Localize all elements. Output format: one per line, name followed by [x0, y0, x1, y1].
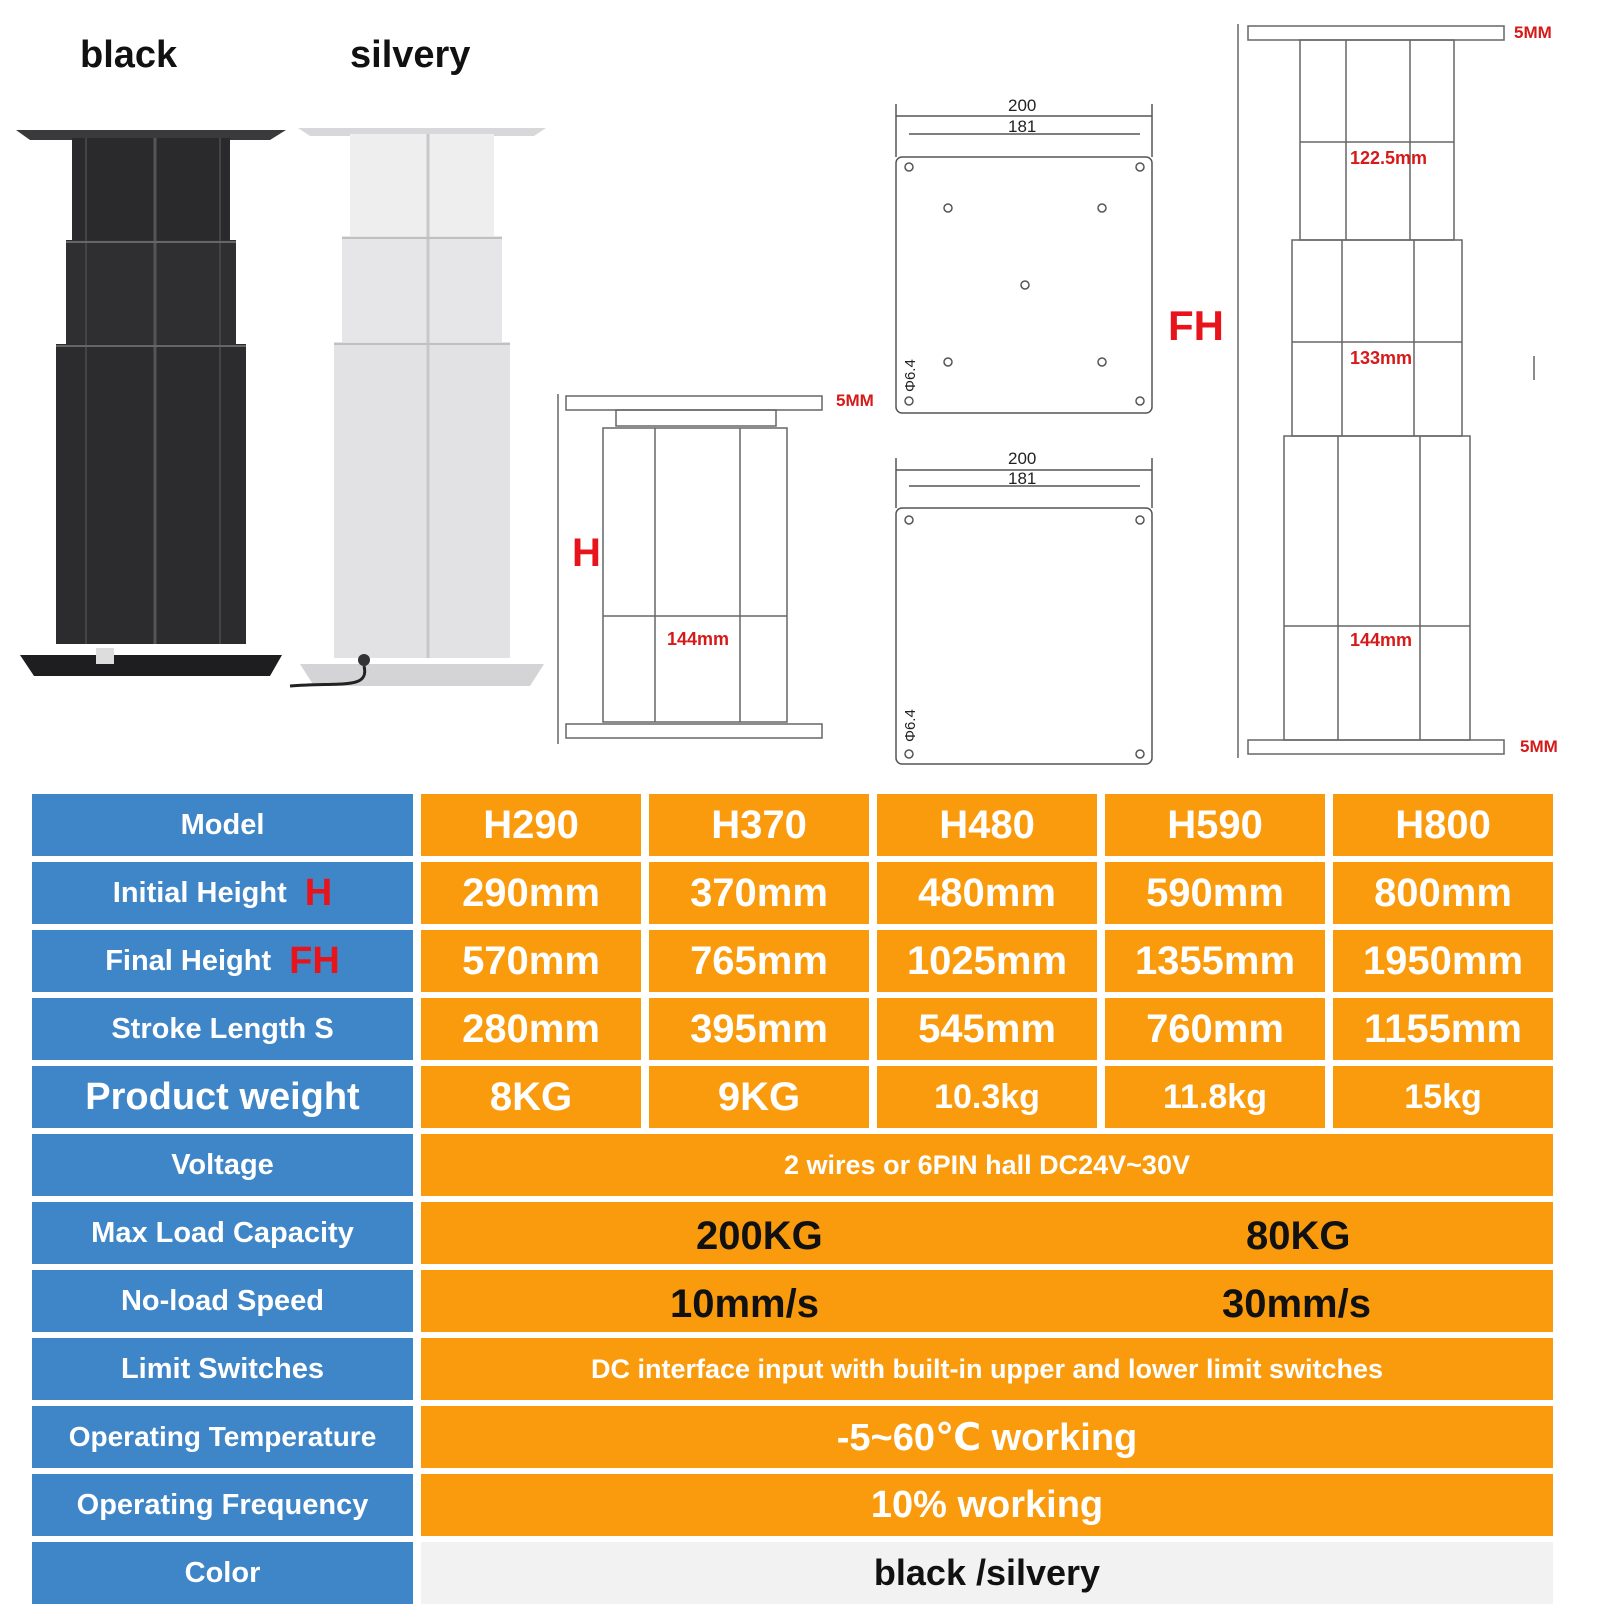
cell: H590 — [1105, 794, 1325, 856]
row-header — [32, 794, 413, 856]
cell: 1155mm — [1333, 998, 1553, 1060]
row-header: Stroke Length S — [32, 998, 413, 1060]
cell: 765mm — [649, 930, 869, 992]
cell: 370mm — [649, 862, 869, 924]
fh-marker: FH — [1168, 302, 1224, 349]
cell: 11.8kg — [1105, 1066, 1325, 1128]
cell: 590mm — [1105, 862, 1325, 924]
bottom-plate-width: 200 — [1008, 449, 1037, 468]
cell: 280mm — [421, 998, 641, 1060]
voltage-value: 2 wires or 6PIN hall DC24V~30V — [421, 1134, 1553, 1196]
row-no-load-speed — [32, 1270, 1562, 1332]
color-value: black /silvery — [421, 1542, 1553, 1604]
row-stroke-length — [32, 998, 1562, 1060]
tall-top-thickness: 5MM — [1514, 23, 1552, 42]
cell: 9KG — [649, 1066, 869, 1128]
final-height-header: Final Height — [105, 944, 272, 977]
row-header: Operating Frequency — [32, 1474, 413, 1536]
speed-high: 30mm/s — [1222, 1282, 1371, 1326]
black-column-image — [16, 130, 286, 676]
row-header: Color — [32, 1542, 413, 1604]
label-silvery: silvery — [350, 34, 471, 76]
row-voltage — [32, 1134, 1562, 1196]
cell: H290 — [421, 794, 641, 856]
cell: H800 — [1333, 794, 1553, 856]
cell: 760mm — [1105, 998, 1325, 1060]
freq-value: 10% working — [421, 1474, 1553, 1536]
h-marker: H — [572, 531, 601, 575]
h-tag: H — [304, 871, 333, 914]
product-drawings — [0, 0, 1600, 790]
label-black: black — [80, 34, 178, 76]
row-operating-temperature — [32, 1406, 1562, 1468]
model-header: Model — [180, 808, 265, 841]
top-plate-hole: Φ6.4 — [902, 359, 919, 392]
row-header: Limit Switches — [32, 1338, 413, 1400]
tall-width-bottom: 144mm — [1350, 630, 1413, 650]
cell: H480 — [877, 794, 1097, 856]
temp-value: -5~60℃ working — [421, 1406, 1553, 1468]
top-plate-inner: 181 — [1008, 117, 1037, 136]
bottom-plate-drawing — [896, 458, 1152, 764]
cell: 570mm — [421, 930, 641, 992]
row-final-height — [32, 930, 1562, 992]
limit-value: DC interface input with built-in upper and lower limit switches — [421, 1338, 1553, 1400]
cell: 1025mm — [877, 930, 1097, 992]
cell: 1950mm — [1333, 930, 1553, 992]
cell: 480mm — [877, 862, 1097, 924]
speed-low: 10mm/s — [670, 1282, 819, 1326]
row-header: Product weight — [32, 1066, 413, 1128]
cell: 545mm — [877, 998, 1097, 1060]
silver-column-image — [290, 128, 546, 686]
row-header — [32, 862, 413, 924]
max-load-low: 200KG — [696, 1214, 823, 1258]
row-operating-frequency — [32, 1474, 1562, 1536]
row-header — [32, 930, 413, 992]
row-initial-height — [32, 862, 1562, 924]
max-load-high: 80KG — [1246, 1214, 1351, 1258]
tall-width-mid: 133mm — [1350, 348, 1413, 368]
tall-width-top: 122.5mm — [1350, 148, 1428, 168]
cell: 1355mm — [1105, 930, 1325, 992]
row-max-load — [32, 1202, 1562, 1264]
row-limit-switches — [32, 1338, 1562, 1400]
top-plate-drawing — [896, 104, 1152, 413]
short-plate-thickness: 5MM — [836, 391, 874, 410]
cell: 8KG — [421, 1066, 641, 1128]
row-header: Operating Temperature — [32, 1406, 413, 1468]
bottom-plate-inner: 181 — [1008, 469, 1037, 488]
top-plate-width: 200 — [1008, 96, 1037, 115]
cell: 290mm — [421, 862, 641, 924]
cell: 800mm — [1333, 862, 1553, 924]
initial-height-header: Initial Height — [112, 876, 287, 909]
fh-tag: FH — [289, 939, 340, 982]
short-width-label: 144mm — [667, 629, 730, 649]
row-product-weight — [32, 1066, 1562, 1128]
row-model — [32, 794, 1562, 856]
cell: 10.3kg — [877, 1066, 1097, 1128]
max-load-cell — [421, 1202, 1553, 1264]
speed-cell — [421, 1270, 1553, 1332]
row-header: Voltage — [32, 1134, 413, 1196]
bottom-plate-hole: Φ6.4 — [902, 709, 919, 742]
tall-bottom-thickness: 5MM — [1520, 737, 1558, 756]
row-header: Max Load Capacity — [32, 1202, 413, 1264]
cell: H370 — [649, 794, 869, 856]
row-color — [32, 1542, 1562, 1604]
cell: 15kg — [1333, 1066, 1553, 1128]
cell: 395mm — [649, 998, 869, 1060]
row-header: No-load Speed — [32, 1270, 413, 1332]
